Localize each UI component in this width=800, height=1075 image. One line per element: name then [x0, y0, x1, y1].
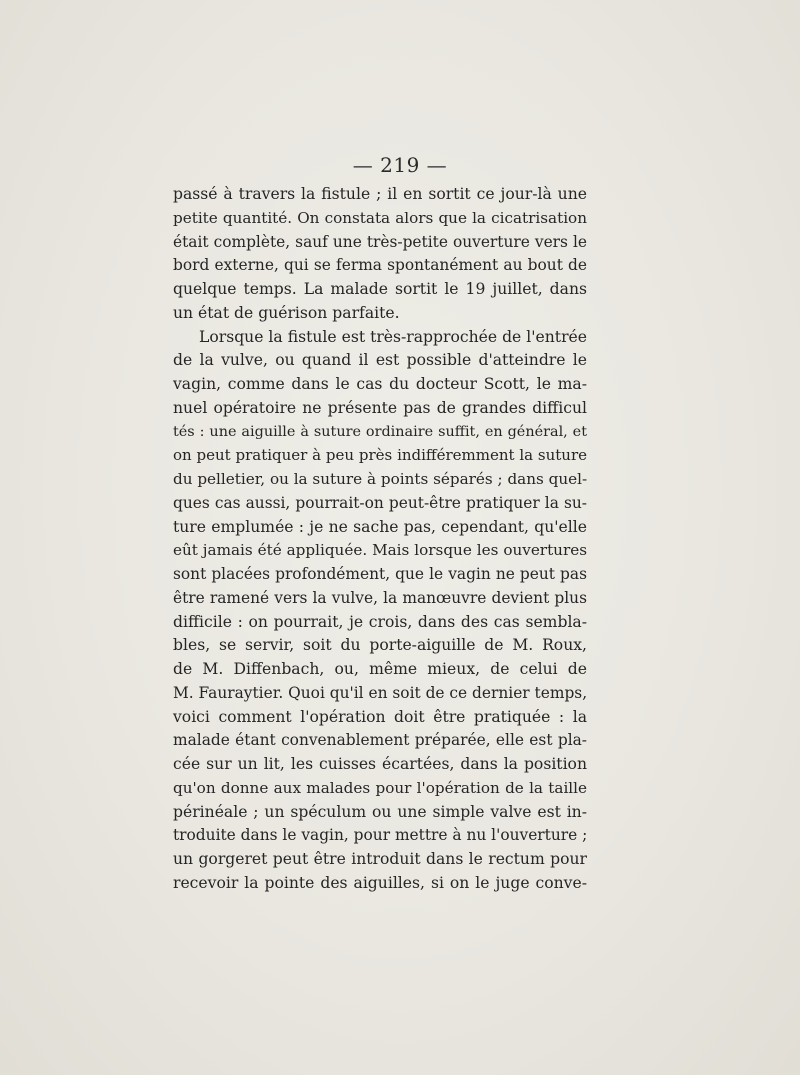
text-line: de M. Diffenbach, ou, même mieux, de celui de — [173, 660, 587, 678]
text-line: malade étant convenablement préparée, elle est pla- — [173, 731, 587, 750]
text-line: nuel opératoire ne présente pas de grandes difficul — [173, 398, 587, 417]
text-line: vagin, comme dans le cas du docteur Scott, le ma- — [173, 375, 587, 393]
text-line: sont placées profondément, que le vagin ne peut pas — [173, 565, 587, 583]
text-line: était complète, sauf une très-petite ouverture vers le — [173, 232, 587, 251]
text-line: de la vulve, ou quand il est possible d'atteindre le — [173, 351, 587, 370]
text-line: Lorsque la fistule est très-rapprochée de l'entrée — [199, 327, 587, 346]
text-line: eût jamais été appliquée. Mais lorsque les ouvertures — [173, 541, 587, 560]
text-line: du pelletier, ou la suture à points séparés ; dans quel- — [173, 470, 588, 488]
text-line: un état de guérison parfaite. — [173, 303, 400, 322]
text-line: recevoir la pointe des aiguilles, si on le juge conve- — [173, 873, 587, 892]
text-line: cée sur un lit, les cuisses écartées, dans la position — [173, 755, 587, 773]
text-line: être ramené vers la vulve, la manœuvre devient plus — [173, 588, 587, 607]
text-line: troduite dans le vagin, pour mettre à nu l'ouverture ; — [173, 826, 588, 845]
text-line: bord externe, qui se ferma spontanément au bout de — [173, 256, 587, 275]
text-line: quelque temps. La malade sortit le 19 juillet, dans — [173, 280, 587, 298]
text-line: un gorgeret peut être introduit dans le rectum pour — [173, 850, 587, 868]
text-line: M. Fauraytier. Quoi qu'il en soit de ce dernier temps, — [173, 683, 588, 702]
text-line: tés : une aiguille à suture ordinaire suffit, en général, et — [173, 423, 587, 440]
text-line: on peut pratiquer à peu près indifféremment la suture — [173, 446, 587, 465]
text-line: passé à travers la fistule ; il en sortit ce jour-là une — [173, 185, 587, 203]
text-line: qu'on donne aux malades pour l'opération de la taille — [173, 778, 587, 797]
text-line: périnéale ; un spéculum ou une simple valve est in- — [173, 802, 587, 821]
body-text — [173, 183, 587, 896]
text-line: difficile : on pourrait, je crois, dans des cas sembla- — [173, 612, 587, 631]
text-line: voici comment l'opération doit être pratiquée : la — [173, 707, 587, 726]
text-line: petite quantité. On constata alors que la cicatrisation — [173, 208, 587, 227]
text-line: bles, se servir, soit du porte-aiguille de M. Roux, — [173, 636, 587, 655]
text-line: ques cas aussi, pourrait-on peut-être pratiquer la su- — [173, 493, 587, 512]
page-number: — 219 — — [352, 153, 448, 177]
text-line: ture emplumée : je ne sache pas, cependant, qu'elle — [173, 517, 587, 536]
